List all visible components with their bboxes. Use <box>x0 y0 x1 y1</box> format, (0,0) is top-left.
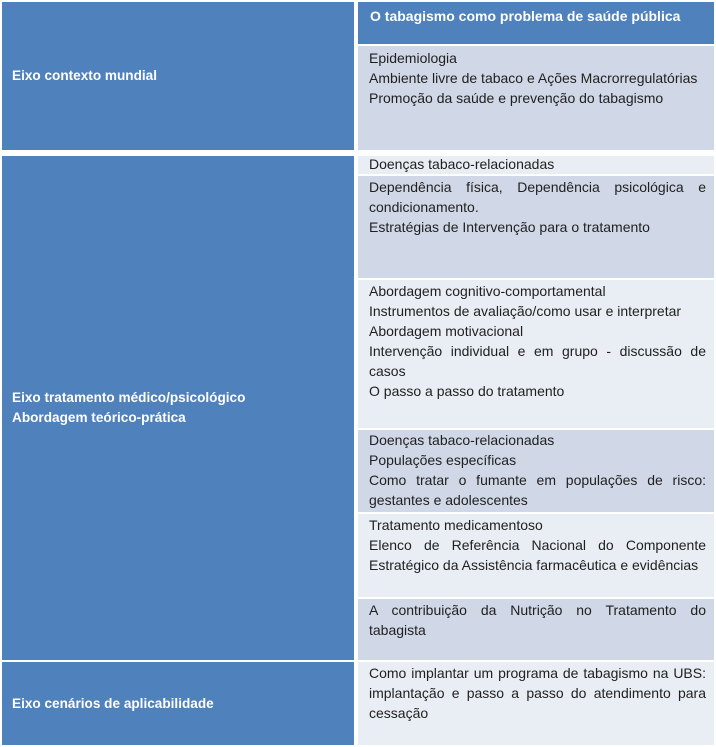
axis-label: Eixo tratamento médico/psicológico <box>12 390 246 405</box>
axis-treatment <box>2 156 354 660</box>
topic-cell <box>358 176 714 278</box>
axis-label: Eixo contexto mundial <box>12 68 158 83</box>
topic-line: Populações específicas <box>369 452 517 468</box>
topic-line: A contribuição da Nutrição no Tratamento do tabagista <box>369 602 706 638</box>
topic-line: Intervenção individual e em grupo - discussão de casos <box>369 343 706 379</box>
topic-line: Instrumentos de avaliação/como usar e interpretar <box>369 303 682 319</box>
axis-label: Eixo cenários de aplicabilidade <box>12 695 214 711</box>
topic-cell <box>358 46 714 150</box>
topic-line: Doenças tabaco-relacionadas <box>369 156 555 172</box>
topic-line: Promoção da saúde e prevenção do tabagismo <box>369 90 664 106</box>
axis-applicability <box>2 662 354 745</box>
topic-line: Doenças tabaco-relacionadas <box>369 432 555 448</box>
topic-line: Epidemiologia <box>369 50 457 66</box>
topic-line: Tratamento medicamentoso <box>369 517 543 533</box>
section-title-text: O tabagismo como problema de saúde pública <box>370 8 681 24</box>
topic-cell <box>358 514 714 597</box>
topic-line: Como implantar um programa de tabagismo na UBS: implantação e passo a passo do atendimento para cessação <box>369 665 706 721</box>
topic-line: Abordagem cognitivo-comportamental <box>369 283 606 299</box>
topic-line: Elenco de Referência Nacional do Componente Estratégico da Assistência farmacêutica e evidências <box>369 537 706 573</box>
topic-cell <box>358 430 714 512</box>
topic-line: Estratégias de Intervenção para o tratamento <box>369 219 650 235</box>
axis-world-context <box>2 2 354 150</box>
topic-line: Como tratar o fumante em populações de risco: gestantes e adolescentes <box>369 472 706 508</box>
topic-cell <box>358 280 714 428</box>
section-title <box>358 2 714 44</box>
topic-line: Ambiente livre de tabaco e Ações Macrorregulatórias <box>369 70 698 86</box>
topic-line: Abordagem motivacional <box>369 323 524 339</box>
topic-cell <box>358 599 714 660</box>
topic-line: Dependência física, Dependência psicológica e condicionamento. <box>369 179 706 215</box>
axis-label: Abordagem teórico-prática <box>12 410 186 425</box>
topic-cell <box>358 156 714 174</box>
topic-line: O passo a passo do tratamento <box>369 383 565 399</box>
topic-cell <box>358 662 714 745</box>
